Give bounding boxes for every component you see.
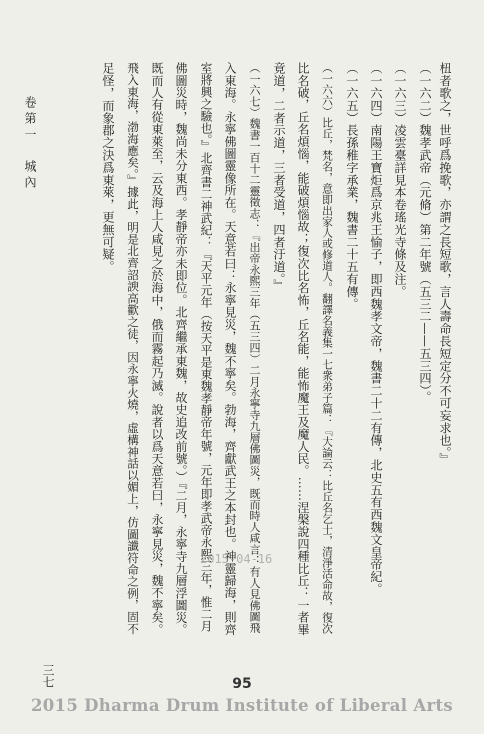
text-column: 入東海。永寧佛圖靈像所在。天意若曰：永寧見災，魏不寧矣。勃海，齊獻武王之本封也。神靈歸海，則齊 [223,62,237,636]
note-163: （一六三）凌雲臺詳見本卷瑤光寺條及注。 [393,62,407,298]
text-column: 室將興之驗也。』北齊書二神武紀：『天平元年（按天平是東魏孝靜帝年號，元年即孝武帝永熙三年，惟二月 [199,62,213,633]
page-number-chinese: 三七 [41,664,55,688]
text-column: 足怪，而象郡之決爲東萊，更無可疑。 [101,62,115,273]
date-stamp: 2015-04-16 [200,552,273,566]
note-167: （一六七）魏書一百十二靈徵志：『出帝永熙三年（五三四）二月永寧寺九層佛圖災，既而時人咸言：有人見佛圖飛 [248,62,261,634]
watermark: 2015 Dharma Drum Institute of Liberal Arts [31,696,453,715]
text-column: 竟道，二者示道，三者受道，四者汙道。』 [272,62,286,292]
text-column: 杻者歌之，世呼爲挽歌，亦謂之長短歌，言人壽命長短定分不可妄求也。』 [438,62,452,466]
text-column: 既而人有從東萊至，云及海上人咸見之於海中，俄而霧起乃滅。說者以爲天意若曰，永寧見災，魏不寧矣。 [150,62,164,636]
running-head: 卷第一 城內 [23,96,37,192]
text-column: 佛圖災時，魏尚未分東西。孝靜帝亦未即位。北齊繼承東魏，故史追改前號。）『二月，永寧寺九層浮圖災。 [174,62,188,636]
note-165: （一六五）長孫稚字承業，魏書二十五有傳。 [345,62,359,310]
note-166: （一六六）比丘，梵名，意即出家人或修道人。翻譯名義集一七衆弟子篇：『大論云：比丘名乞士，清淨活命故，復次 [321,62,334,634]
note-162: （一六二）魏孝武帝（元脩）第二年號（五三二——五三四）。 [418,62,432,404]
page-number: 95 [232,676,252,692]
note-164: （一六四）南陽王寶炬爲京兆王愉子，即西魏孝文帝，魏書二十二有傳，北史五有西魏文皇帝紀。 [369,62,383,596]
text-column: 飛入東海，渤海應矣。』據此，明是北齊詔諛高歡之徒，因永寧火燒，虛構神話以媚上，仿圖讖符命之例，固不 [126,62,140,635]
text-column: 比名破，丘名煩惱，能破煩惱故；復次比名怖，丘名能，能怖魔王及魔人民。……涅槃說四種比丘：一者畢 [296,62,310,636]
